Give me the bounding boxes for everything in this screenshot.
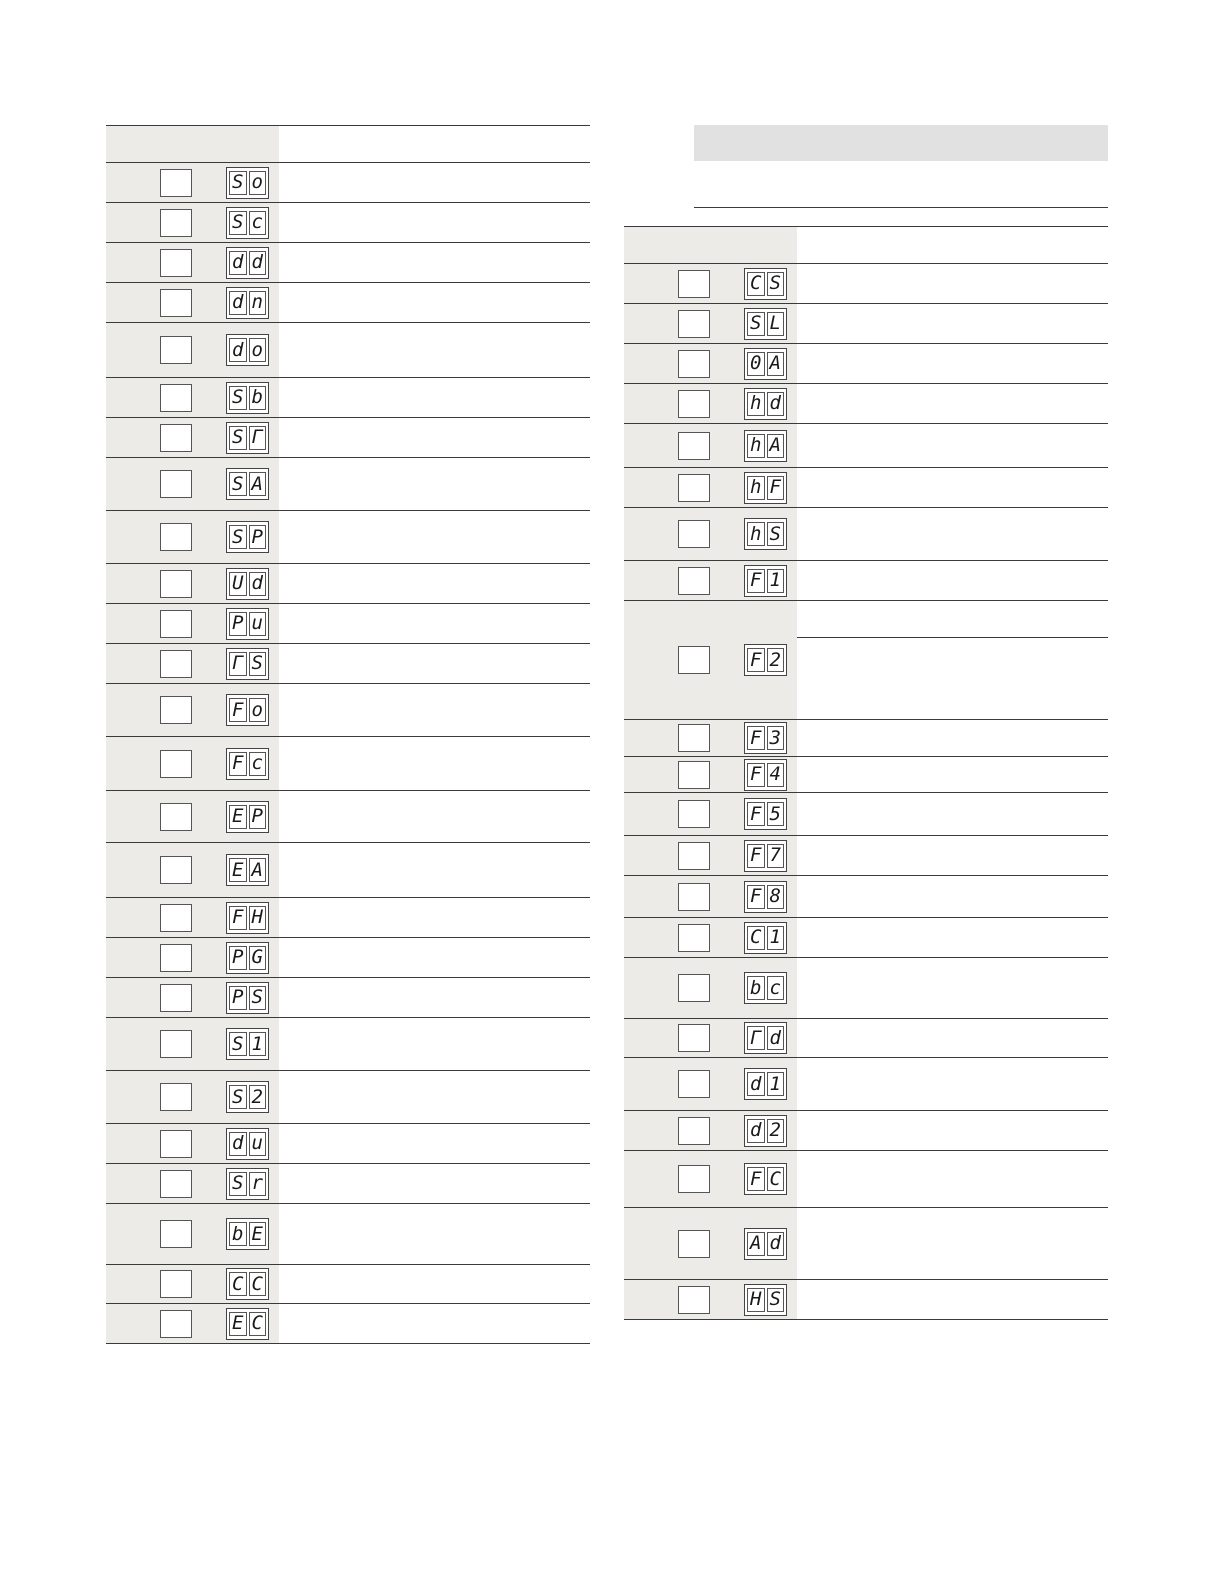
seven-segment-code <box>226 247 269 279</box>
segment-digit: S <box>767 1288 785 1312</box>
segment-digit: h <box>747 476 765 500</box>
seven-segment-code <box>226 167 269 199</box>
segment-digit: c <box>249 752 267 776</box>
segment-digit: 7 <box>767 844 785 868</box>
segment-digit: P <box>229 986 247 1010</box>
blank-indicator-box <box>160 1270 192 1298</box>
seven-segment-code <box>744 565 787 597</box>
table-row <box>106 1018 590 1071</box>
seven-segment-code <box>226 1128 269 1160</box>
segment-digit: C <box>767 1167 785 1191</box>
segment-digit: P <box>249 525 267 549</box>
segment-digit: o <box>249 698 267 722</box>
segment-digit: d <box>229 1132 247 1156</box>
seven-segment-code <box>226 568 269 600</box>
left-code-table <box>106 125 590 1344</box>
segment-digit: 1 <box>249 1032 267 1056</box>
segment-digit: h <box>747 522 765 546</box>
seven-segment-code <box>226 748 269 780</box>
blank-indicator-box <box>678 761 710 789</box>
table-row <box>624 1151 1108 1208</box>
blank-indicator-box <box>160 1310 192 1338</box>
table-row <box>106 1124 590 1164</box>
blank-indicator-box <box>678 1024 710 1052</box>
segment-digit: Γ <box>249 426 267 450</box>
segment-digit: C <box>229 1272 247 1296</box>
table-row <box>106 283 590 323</box>
table-row <box>106 938 590 978</box>
table-row <box>106 978 590 1018</box>
blank-indicator-box <box>160 696 192 724</box>
blank-indicator-box <box>160 249 192 277</box>
blank-indicator-box <box>160 904 192 932</box>
table-row <box>624 918 1108 958</box>
segment-digit: C <box>747 926 765 950</box>
table-row <box>624 958 1108 1019</box>
blank-indicator-box <box>160 1220 192 1248</box>
blank-indicator-box <box>160 523 192 551</box>
table-row <box>624 304 1108 344</box>
segment-digit: C <box>249 1312 267 1336</box>
table-row <box>106 418 590 458</box>
seven-segment-code <box>226 1268 269 1300</box>
segment-digit: S <box>747 312 765 336</box>
seven-segment-code <box>744 518 787 550</box>
table-row <box>624 344 1108 384</box>
seven-segment-code <box>744 348 787 380</box>
segment-digit: c <box>767 976 785 1000</box>
seven-segment-code <box>226 982 269 1014</box>
segment-digit: S <box>229 1085 247 1109</box>
right-table-header <box>624 226 1108 264</box>
table-row <box>106 1204 590 1265</box>
segment-digit: d <box>767 1026 785 1050</box>
blank-indicator-box <box>678 270 710 298</box>
seven-segment-code <box>744 922 787 954</box>
blank-indicator-box <box>678 924 710 952</box>
segment-digit: S <box>229 211 247 235</box>
blank-indicator-box <box>678 724 710 752</box>
segment-digit: 5 <box>767 802 785 826</box>
segment-digit: F <box>747 844 765 868</box>
table-row <box>106 684 590 737</box>
table-row <box>106 323 590 378</box>
blank-indicator-box <box>678 1230 710 1258</box>
segment-digit: E <box>229 858 247 882</box>
blank-indicator-box <box>678 974 710 1002</box>
blank-indicator-box <box>678 842 710 870</box>
segment-digit: S <box>249 652 267 676</box>
blank-indicator-box <box>160 424 192 452</box>
table-row <box>106 791 590 843</box>
segment-digit: 2 <box>767 648 785 672</box>
table-row <box>624 1019 1108 1058</box>
segment-digit: o <box>249 171 267 195</box>
blank-indicator-box <box>678 310 710 338</box>
segment-digit: F <box>229 752 247 776</box>
blank-indicator-box <box>160 289 192 317</box>
seven-segment-code <box>226 1168 269 1200</box>
table-row <box>106 163 590 203</box>
segment-digit: G <box>249 946 267 970</box>
blank-indicator-box <box>678 1070 710 1098</box>
segment-digit: P <box>249 805 267 829</box>
segment-digit: S <box>229 1032 247 1056</box>
blank-indicator-box <box>160 856 192 884</box>
seven-segment-code <box>744 881 787 913</box>
table-row <box>624 876 1108 918</box>
blank-indicator-box <box>678 520 710 548</box>
table-row <box>624 793 1108 836</box>
segment-digit: F <box>747 726 765 750</box>
seven-segment-code <box>744 1115 787 1147</box>
segment-digit: E <box>249 1222 267 1246</box>
blank-indicator-box <box>160 610 192 638</box>
blank-indicator-box <box>678 883 710 911</box>
segment-digit: o <box>249 338 267 362</box>
segment-digit: d <box>249 251 267 275</box>
seven-segment-code <box>226 382 269 414</box>
segment-digit: d <box>229 251 247 275</box>
segment-digit: P <box>229 946 247 970</box>
segment-digit: b <box>747 976 765 1000</box>
seven-segment-code <box>226 942 269 974</box>
seven-segment-code <box>744 1022 787 1054</box>
seven-segment-code <box>744 644 787 676</box>
blank-indicator-box <box>160 984 192 1012</box>
segment-digit: S <box>767 272 785 296</box>
segment-digit: 3 <box>767 726 785 750</box>
segment-digit: S <box>249 986 267 1010</box>
blank-indicator-box <box>678 1165 710 1193</box>
right-top-header-rule <box>694 207 1108 208</box>
segment-digit: r <box>249 1172 267 1196</box>
segment-digit: F <box>747 648 765 672</box>
table-row <box>624 468 1108 508</box>
seven-segment-code <box>226 468 269 500</box>
segment-digit: S <box>229 171 247 195</box>
segment-digit: b <box>249 386 267 410</box>
segment-digit: A <box>767 352 785 376</box>
table-row <box>624 1280 1108 1320</box>
segment-digit: S <box>229 525 247 549</box>
segment-digit: F <box>747 802 765 826</box>
segment-digit: A <box>747 1232 765 1256</box>
blank-indicator-box <box>160 1170 192 1198</box>
row-subdivider <box>797 637 1108 638</box>
segment-digit: 1 <box>767 1072 785 1096</box>
table-row <box>624 561 1108 601</box>
seven-segment-code <box>226 334 269 366</box>
blank-indicator-box <box>160 944 192 972</box>
seven-segment-code <box>226 902 269 934</box>
table-row <box>106 1265 590 1304</box>
seven-segment-code <box>744 759 787 791</box>
seven-segment-code <box>226 1218 269 1250</box>
blank-indicator-box <box>678 646 710 674</box>
segment-digit: F <box>229 906 247 930</box>
seven-segment-code <box>226 422 269 454</box>
segment-digit: 4 <box>767 763 785 787</box>
seven-segment-code <box>226 521 269 553</box>
segment-digit: d <box>229 291 247 315</box>
table-row <box>106 1071 590 1124</box>
seven-segment-code <box>744 1163 787 1195</box>
seven-segment-code <box>226 854 269 886</box>
blank-indicator-box <box>160 384 192 412</box>
table-row <box>106 604 590 644</box>
table-row <box>106 1164 590 1204</box>
seven-segment-code <box>226 1308 269 1340</box>
table-row <box>624 1111 1108 1151</box>
seven-segment-code <box>744 268 787 300</box>
blank-indicator-box <box>678 567 710 595</box>
segment-digit: 0 <box>747 352 765 376</box>
segment-digit: H <box>249 906 267 930</box>
segment-digit: 1 <box>767 569 785 593</box>
table-row <box>624 264 1108 304</box>
seven-segment-code <box>744 840 787 872</box>
segment-digit: U <box>229 572 247 596</box>
segment-digit: h <box>747 392 765 416</box>
table-row <box>106 564 590 604</box>
segment-digit: b <box>229 1222 247 1246</box>
segment-digit: S <box>229 426 247 450</box>
seven-segment-code <box>744 430 787 462</box>
table-row <box>106 898 590 938</box>
blank-indicator-box <box>678 350 710 378</box>
table-row <box>106 458 590 511</box>
segment-digit: E <box>229 1312 247 1336</box>
segment-digit: u <box>249 1132 267 1156</box>
table-row <box>106 644 590 684</box>
segment-digit: d <box>747 1119 765 1143</box>
seven-segment-code <box>226 207 269 239</box>
segment-digit: S <box>229 386 247 410</box>
seven-segment-code <box>744 1068 787 1100</box>
seven-segment-code <box>226 608 269 640</box>
seven-segment-code <box>744 472 787 504</box>
segment-digit: C <box>747 272 765 296</box>
table-row <box>106 243 590 283</box>
segment-digit: S <box>229 1172 247 1196</box>
table-row <box>106 1304 590 1344</box>
table-row <box>624 1058 1108 1111</box>
blank-indicator-box <box>160 169 192 197</box>
segment-digit: A <box>249 472 267 496</box>
right-top-header-band <box>694 125 1108 161</box>
segment-digit: 1 <box>767 926 785 950</box>
blank-indicator-box <box>160 570 192 598</box>
seven-segment-code <box>744 308 787 340</box>
table-row <box>624 424 1108 468</box>
segment-digit: F <box>229 698 247 722</box>
blank-indicator-box <box>678 800 710 828</box>
segment-digit: H <box>747 1288 765 1312</box>
blank-indicator-box <box>160 1083 192 1111</box>
segment-digit: F <box>767 476 785 500</box>
table-row <box>106 511 590 564</box>
table-row <box>624 384 1108 424</box>
seven-segment-code <box>744 798 787 830</box>
seven-segment-code <box>226 801 269 833</box>
segment-digit: A <box>767 434 785 458</box>
blank-indicator-box <box>678 1117 710 1145</box>
seven-segment-code <box>226 694 269 726</box>
seven-segment-code <box>744 722 787 754</box>
seven-segment-code <box>226 287 269 319</box>
segment-digit: 2 <box>767 1119 785 1143</box>
blank-indicator-box <box>160 470 192 498</box>
table-row <box>106 737 590 791</box>
blank-indicator-box <box>678 474 710 502</box>
table-row <box>106 378 590 418</box>
seven-segment-code <box>744 1228 787 1260</box>
segment-digit: P <box>229 612 247 636</box>
table-row <box>106 203 590 243</box>
blank-indicator-box <box>160 336 192 364</box>
seven-segment-code <box>226 648 269 680</box>
segment-digit: d <box>767 392 785 416</box>
segment-digit: C <box>249 1272 267 1296</box>
blank-indicator-box <box>160 803 192 831</box>
segment-digit: E <box>229 805 247 829</box>
table-row <box>624 720 1108 757</box>
seven-segment-code <box>744 972 787 1004</box>
segment-digit: S <box>229 472 247 496</box>
segment-digit: d <box>747 1072 765 1096</box>
segment-digit: S <box>767 522 785 546</box>
segment-digit: L <box>767 312 785 336</box>
segment-digit: F <box>747 763 765 787</box>
blank-indicator-box <box>160 209 192 237</box>
blank-indicator-box <box>160 1130 192 1158</box>
segment-digit: u <box>249 612 267 636</box>
segment-digit: c <box>249 211 267 235</box>
table-row <box>624 1208 1108 1280</box>
blank-indicator-box <box>160 750 192 778</box>
segment-digit: A <box>249 858 267 882</box>
seven-segment-code <box>744 1284 787 1316</box>
segment-digit: h <box>747 434 765 458</box>
blank-indicator-box <box>678 1286 710 1314</box>
table-row <box>624 508 1108 561</box>
blank-indicator-box <box>160 650 192 678</box>
segment-digit: 2 <box>249 1085 267 1109</box>
seven-segment-code <box>226 1081 269 1113</box>
segment-digit: F <box>747 885 765 909</box>
segment-digit: n <box>249 291 267 315</box>
table-row <box>106 843 590 898</box>
blank-indicator-box <box>678 390 710 418</box>
blank-indicator-box <box>678 432 710 460</box>
table-row <box>624 757 1108 793</box>
seven-segment-code <box>744 388 787 420</box>
seven-segment-code <box>226 1028 269 1060</box>
table-row <box>624 836 1108 876</box>
segment-digit: d <box>249 572 267 596</box>
segment-digit: d <box>767 1232 785 1256</box>
segment-digit: F <box>747 1167 765 1191</box>
segment-digit: F <box>747 569 765 593</box>
segment-digit: Γ <box>747 1026 765 1050</box>
table-row <box>624 601 1108 720</box>
segment-digit: Γ <box>229 652 247 676</box>
segment-digit: d <box>229 338 247 362</box>
left-table-header <box>106 125 590 163</box>
right-code-table <box>624 226 1108 1320</box>
segment-digit: 8 <box>767 885 785 909</box>
blank-indicator-box <box>160 1030 192 1058</box>
